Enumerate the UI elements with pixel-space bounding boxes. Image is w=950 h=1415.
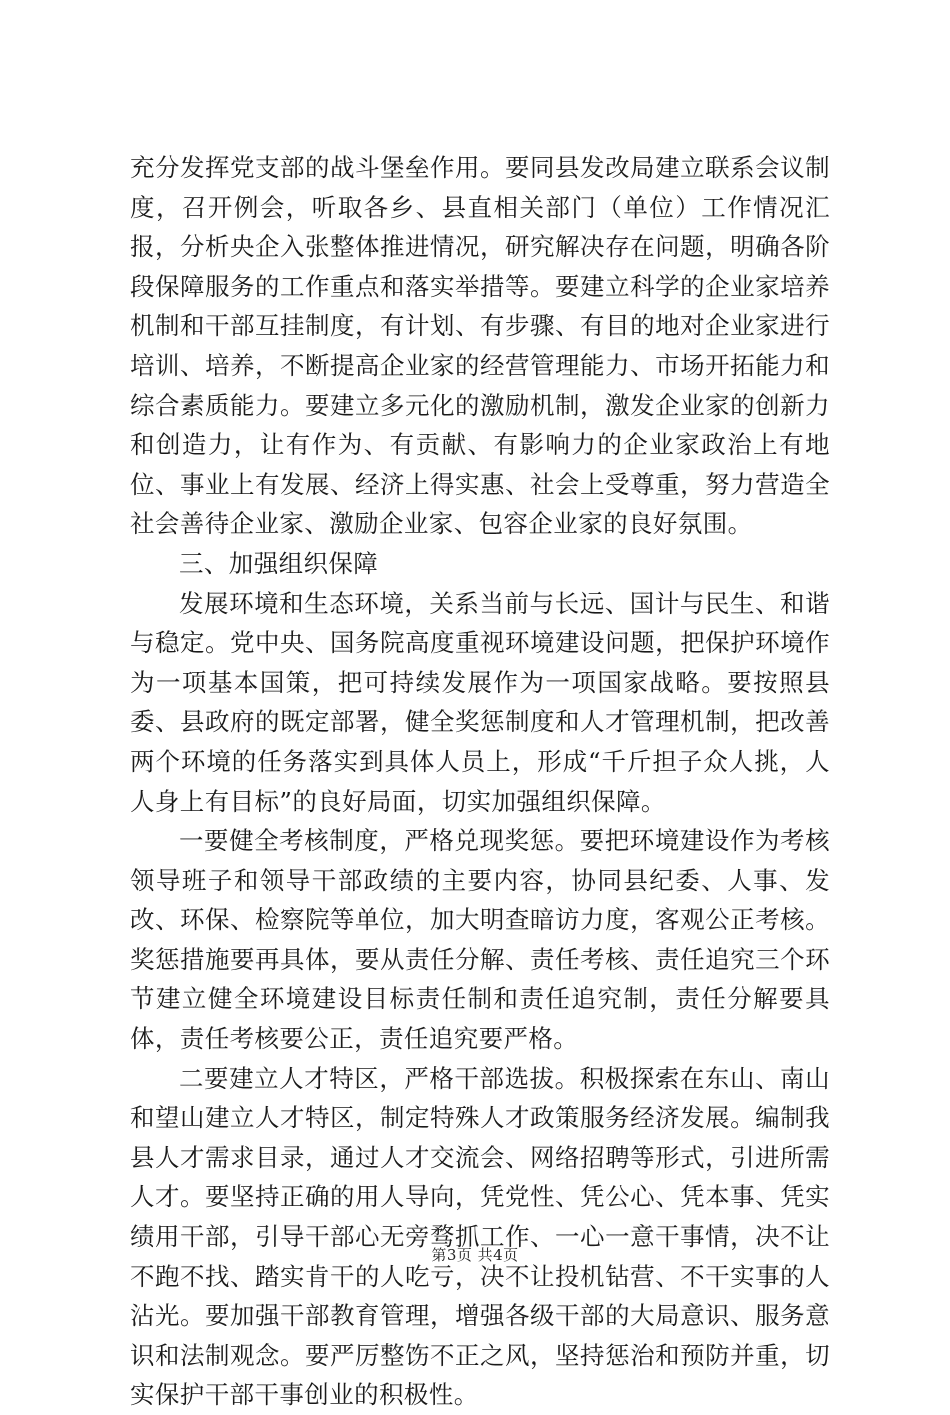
paragraph-environment: 发展环境和生态环境，关系当前与长远、国计与民生、和谐与稳定。党中央、国务院高度重视环境建设问题，把保护环境作为一项基本国策，把可持续发展作为一项国家战略。要按照县委、县政府的既定部署，健全奖惩制度和人才管理机制，把改善两个环境的任务落实到具体人员上，形成“千斤担子众人挑，人人身上有目标”的良好局面，切实加强组织保障。 bbox=[130, 588, 830, 816]
paragraph-continuation: 充分发挥党支部的战斗堡垒作用。要同县发改局建立联系会议制度，召开例会，听取各乡、县直相关部门（单位）工作情况汇报，分析央企入张整体推进情况，研究解决存在问题，明确各阶段保障服务的工作重点和落实举措等。要建立科学的企业家培养机制和干部互挂制度，有计划、有步骤、有目的地对企业家进行培训、培养，不断提高企业家的经营管理能力、市场开拓能力和综合素质能力。要建立多元化的激励机制，激发企业家的创新力和创造力，让有作为、有贡献、有影响力的企业家政治上有地位、事业上有发展、经济上得实惠、社会上受尊重，努力营造全社会善待企业家、激励企业家、包容企业家的良好氛围。 bbox=[130, 153, 830, 539]
document-body bbox=[130, 148, 830, 1415]
paragraph-talent: 二要建立人才特区，严格干部选拔。积极探索在东山、南山和望山建立人才特区，制定特殊人才政策服务经济发展。编制我县人才需求目录，通过人才交流会、网络招聘等形式，引进所需人才。要坚持正确的用人导向，凭党性、凭公心、凭本事、凭实绩用干部，引导干部心无旁骛抓工作、一心一意干事情，决不让不跑不找、踏实肯干的人吃亏，决不让投机钻营、不干实事的人沾光。要加强干部教育管理，增强各级干部的大局意识、服务意识和法制观念。要严厉整饬不正之风，坚持惩治和预防并重，切实保护干部干事创业的积极性。 bbox=[130, 1063, 830, 1410]
page-footer: 第3页 共4页 bbox=[431, 1246, 519, 1264]
paragraph-assessment: 一要健全考核制度，严格兑现奖惩。要把环境建设作为考核领导班子和领导干部政绩的主要内容，协同县纪委、人事、发改、环保、检察院等单位，加大明查暗访力度，客观公正考核。奖惩措施要再具体，要从责任分解、责任考核、责任追究三个环节建立健全环境建设目标责任制和责任追究制，责任分解要具体，责任考核要公正，责任追究要严格。 bbox=[130, 826, 830, 1054]
section-heading: 三、加强组织保障 bbox=[179, 548, 379, 578]
